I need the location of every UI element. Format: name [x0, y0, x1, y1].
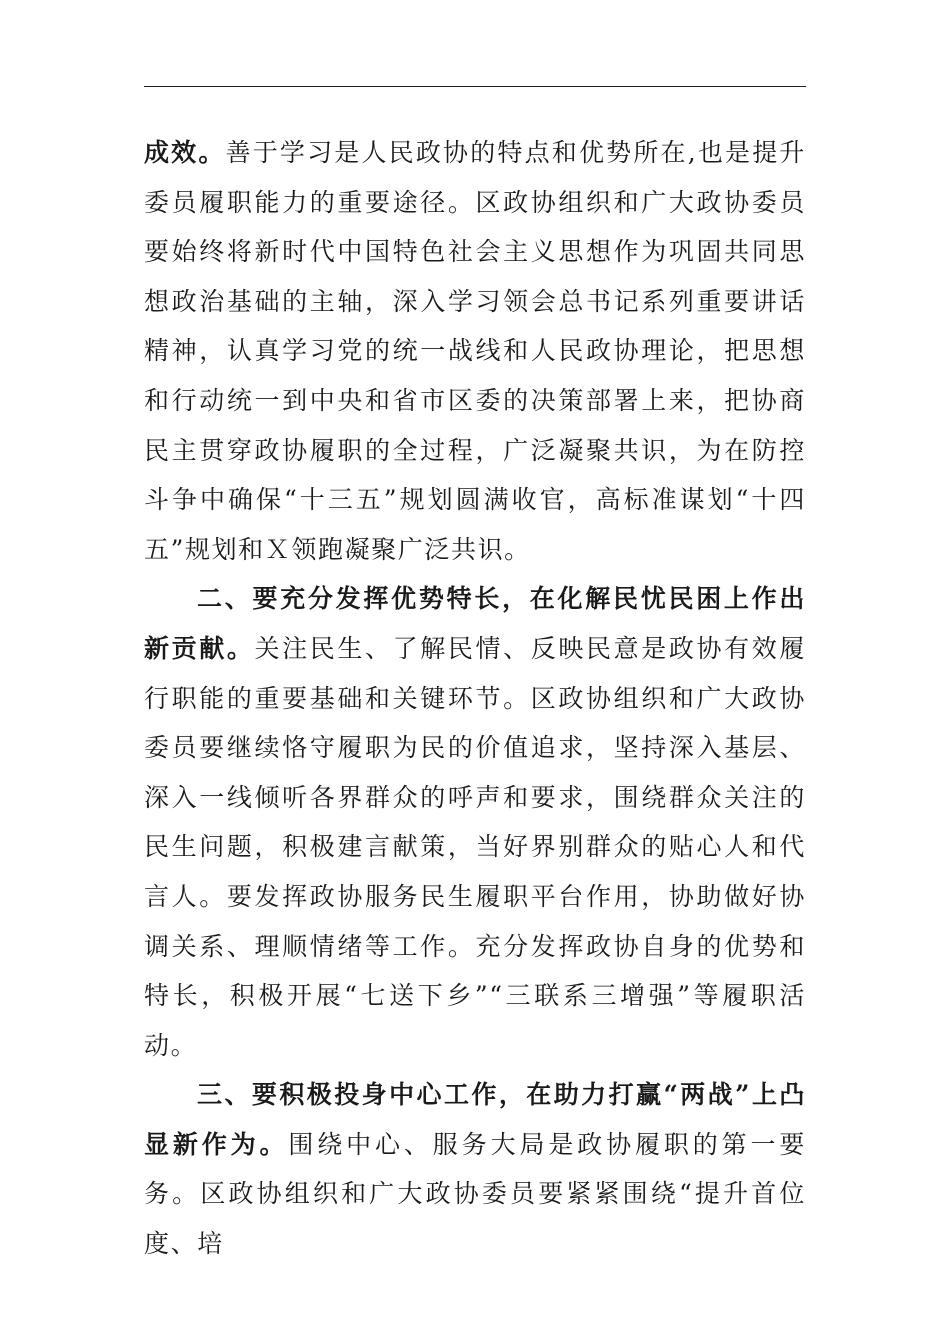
paragraph-2 — [144, 574, 806, 1070]
document-body — [144, 128, 806, 1269]
paragraph-3-text: 围绕中心、服务大局是政协履职的第一要务。区政协组织和广大政协委员要紧紧围绕“提升首位度、培 — [144, 1129, 806, 1259]
paragraph-3 — [144, 1070, 806, 1268]
paragraph-2-text: 关注民生、了解民情、反映民意是政协有效履行职能的重要基础和关键环节。区政协组织和广大政协委员要继续恪守履职为民的价值追求，坚持深入基层、深入一线倾听各界群众的呼声和要求，围绕群众关注的民生问题，积极建言献策，当好界别群众的贴心人和代言人。要发挥政协服务民生履职平台作用，协助做好协调关系、理顺情绪等工作。充分发挥政协自身的优势和特长，积极开展“七送下乡”“三联系三增强”等履职活动。 — [144, 633, 806, 1060]
paragraph-1-text: 善于学习是人民政协的特点和优势所在,也是提升委员履职能力的重要途径。区政协组织和广大政协委员要始终将新时代中国特色社会主义思想作为巩固共同思想政治基础的主轴，深入学习领会总书记系列重要讲话精神，认真学习党的统一战线和人民政协理论，把思想和行动统一到中央和省市区委的决策部署上来，把协商民主贯穿政协履职的全过程，广泛凝聚共识，为在防控斗争中确保“十三五”规划圆满收官，高标准谋划“十四五”规划和Ｘ领跑凝聚广泛共识。 — [144, 138, 806, 564]
header-rule — [144, 86, 806, 87]
paragraph-2-heading: 二、要充分发挥优势特长，在化解民忧民困上作出新贡献。 — [144, 584, 806, 663]
paragraph-1 — [144, 128, 806, 574]
paragraph-3-heading: 三、要积极投身中心工作，在助力打赢“两战”上凸显新作为。 — [144, 1080, 806, 1159]
paragraph-1-lead: 成效。 — [144, 138, 226, 167]
